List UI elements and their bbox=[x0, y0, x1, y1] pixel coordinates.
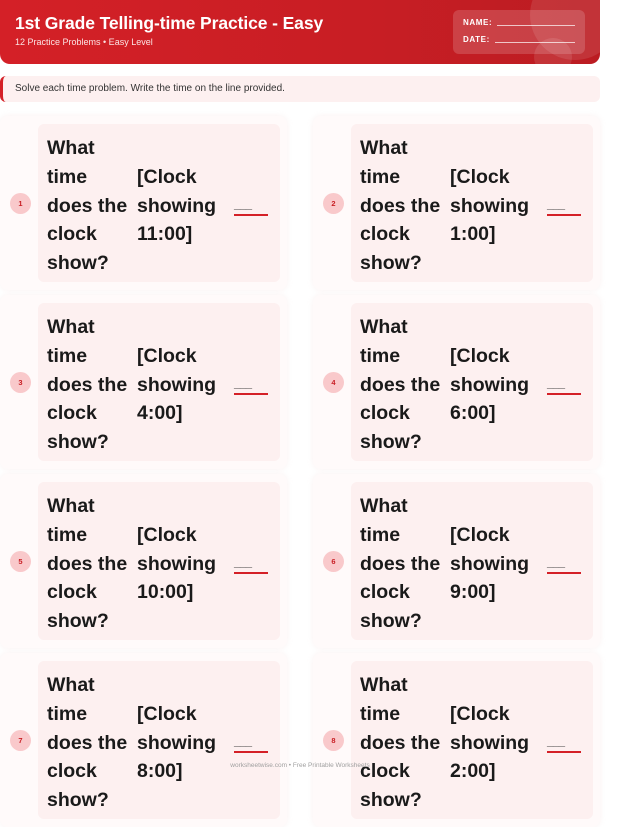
problem-text bbox=[47, 492, 235, 636]
answer-line[interactable] bbox=[234, 198, 268, 216]
question-text bbox=[360, 134, 450, 278]
answer-blank: ___ bbox=[234, 734, 252, 748]
problem-number-badge: 8 bbox=[323, 730, 344, 751]
question-word: time bbox=[360, 344, 401, 367]
clock-placeholder-text bbox=[137, 134, 235, 278]
problem-text bbox=[47, 671, 235, 815]
problem-text bbox=[360, 671, 548, 815]
answer-underline bbox=[234, 572, 268, 574]
answer-blank: ___ bbox=[547, 376, 565, 390]
problem-text bbox=[47, 134, 235, 278]
question-word: time bbox=[47, 165, 88, 188]
problem-body bbox=[351, 661, 593, 819]
question-word: does the bbox=[360, 373, 441, 396]
clock-word: 10:00] bbox=[137, 581, 194, 604]
date-label: DATE: bbox=[463, 35, 490, 44]
question-word: does the bbox=[360, 552, 441, 575]
name-line bbox=[497, 25, 575, 26]
problem-text bbox=[360, 313, 548, 457]
answer-blank: ___ bbox=[547, 197, 565, 211]
clock-word: showing bbox=[137, 194, 217, 217]
question-word: What bbox=[47, 316, 95, 338]
question-word: What bbox=[47, 137, 95, 159]
answer-line[interactable] bbox=[234, 556, 268, 574]
problem-body bbox=[38, 303, 280, 461]
clock-word: [Clock bbox=[450, 702, 510, 725]
clock-placeholder-text bbox=[450, 313, 548, 457]
question-word: show? bbox=[360, 610, 422, 633]
question-word: show? bbox=[360, 252, 422, 275]
clock-word: [Clock bbox=[450, 523, 510, 546]
answer-underline bbox=[547, 214, 581, 216]
question-word: does the bbox=[360, 731, 441, 754]
clock-word: showing bbox=[137, 373, 217, 396]
clock-word: 6:00] bbox=[450, 402, 496, 425]
clock-word: 11:00] bbox=[137, 223, 193, 246]
problem-body bbox=[351, 303, 593, 461]
answer-underline bbox=[547, 751, 581, 753]
question-word: does the bbox=[47, 552, 128, 575]
question-word: clock bbox=[47, 402, 97, 425]
problem-number-badge: 5 bbox=[10, 551, 31, 572]
clock-word: showing bbox=[450, 194, 530, 217]
date-line bbox=[495, 42, 575, 43]
clock-word: showing bbox=[137, 731, 217, 754]
question-word: show? bbox=[47, 431, 109, 454]
date-field[interactable] bbox=[463, 35, 575, 44]
clock-word: 4:00] bbox=[137, 402, 183, 425]
problem-body bbox=[38, 124, 280, 282]
worksheet-title: 1st Grade Telling-time Practice - Easy bbox=[15, 13, 324, 33]
question-word: time bbox=[360, 165, 401, 188]
question-word: What bbox=[360, 316, 408, 338]
question-word: What bbox=[360, 495, 408, 517]
answer-underline bbox=[234, 751, 268, 753]
answer-line[interactable] bbox=[547, 556, 581, 574]
question-word: clock bbox=[47, 760, 97, 783]
answer-line[interactable] bbox=[234, 735, 268, 753]
problem-text bbox=[360, 492, 548, 636]
answer-underline bbox=[234, 393, 268, 395]
question-text bbox=[47, 134, 137, 278]
clock-word: [Clock bbox=[137, 344, 197, 367]
answer-underline bbox=[547, 572, 581, 574]
problem-card bbox=[313, 295, 600, 469]
answer-blank: ___ bbox=[234, 376, 252, 390]
answer-underline bbox=[234, 214, 268, 216]
answer-blank: ___ bbox=[547, 555, 565, 569]
clock-placeholder-text bbox=[137, 492, 235, 636]
problem-number-badge: 7 bbox=[10, 730, 31, 751]
answer-underline bbox=[547, 393, 581, 395]
problem-card bbox=[0, 116, 287, 290]
question-word: What bbox=[47, 495, 95, 517]
clock-placeholder-text bbox=[137, 313, 235, 457]
clock-word: showing bbox=[137, 552, 217, 575]
question-word: does the bbox=[47, 731, 128, 754]
problem-text bbox=[47, 313, 235, 457]
problem-card bbox=[0, 653, 287, 827]
problem-card bbox=[0, 474, 287, 648]
question-word: clock bbox=[360, 581, 410, 604]
problem-body bbox=[351, 482, 593, 640]
clock-word: showing bbox=[450, 552, 530, 575]
problem-card bbox=[0, 295, 287, 469]
answer-line[interactable] bbox=[234, 377, 268, 395]
clock-placeholder-text bbox=[450, 671, 548, 815]
question-word: clock bbox=[360, 223, 410, 246]
name-label: NAME: bbox=[463, 18, 493, 27]
answer-line[interactable] bbox=[547, 377, 581, 395]
question-word: clock bbox=[360, 402, 410, 425]
clock-word: [Clock bbox=[450, 165, 510, 188]
question-word: show? bbox=[47, 789, 109, 812]
problem-number-badge: 2 bbox=[323, 193, 344, 214]
clock-word: [Clock bbox=[137, 165, 197, 188]
question-word: What bbox=[360, 674, 408, 696]
answer-blank: ___ bbox=[547, 734, 565, 748]
problem-number-badge: 1 bbox=[10, 193, 31, 214]
question-word: time bbox=[47, 702, 88, 725]
question-word: What bbox=[47, 674, 95, 696]
answer-line[interactable] bbox=[547, 198, 581, 216]
question-text bbox=[47, 313, 137, 457]
question-word: does the bbox=[47, 373, 128, 396]
question-word: time bbox=[47, 344, 88, 367]
question-text bbox=[360, 492, 450, 636]
problem-card bbox=[313, 474, 600, 648]
question-word: clock bbox=[47, 223, 97, 246]
answer-line[interactable] bbox=[547, 735, 581, 753]
question-word: show? bbox=[360, 789, 422, 812]
instructions-banner: Solve each time problem. Write the time on the line provided. bbox=[0, 76, 600, 102]
question-word: show? bbox=[47, 252, 109, 275]
question-word: does the bbox=[360, 194, 441, 217]
clock-placeholder-text bbox=[137, 671, 235, 815]
problem-text bbox=[360, 134, 548, 278]
question-word: time bbox=[360, 702, 401, 725]
question-text bbox=[47, 492, 137, 636]
clock-word: [Clock bbox=[137, 702, 197, 725]
clock-word: 1:00] bbox=[450, 223, 496, 246]
clock-word: 9:00] bbox=[450, 581, 496, 604]
answer-blank: ___ bbox=[234, 555, 252, 569]
name-field[interactable] bbox=[463, 18, 575, 27]
question-text bbox=[360, 313, 450, 457]
problem-card bbox=[313, 653, 600, 827]
clock-placeholder-text bbox=[450, 134, 548, 278]
question-word: What bbox=[360, 137, 408, 159]
footer-credit: worksheetwise.com • Free Printable Worksheets bbox=[230, 762, 370, 769]
clock-word: showing bbox=[450, 731, 530, 754]
worksheet-header bbox=[0, 0, 600, 64]
problem-card bbox=[313, 116, 600, 290]
question-word: clock bbox=[360, 760, 410, 783]
question-word: show? bbox=[47, 610, 109, 633]
answer-blank: ___ bbox=[234, 197, 252, 211]
problem-number-badge: 3 bbox=[10, 372, 31, 393]
problem-number-badge: 4 bbox=[323, 372, 344, 393]
clock-word: 8:00] bbox=[137, 760, 183, 783]
clock-word: [Clock bbox=[137, 523, 197, 546]
question-word: clock bbox=[47, 581, 97, 604]
name-date-box bbox=[453, 10, 585, 54]
question-word: time bbox=[47, 523, 88, 546]
question-word: show? bbox=[360, 431, 422, 454]
problem-body bbox=[38, 482, 280, 640]
clock-word: 2:00] bbox=[450, 760, 496, 783]
question-word: does the bbox=[47, 194, 128, 217]
worksheet-subtitle: 12 Practice Problems • Easy Level bbox=[15, 37, 153, 47]
problem-body bbox=[351, 124, 593, 282]
question-text bbox=[47, 671, 137, 815]
problem-body bbox=[38, 661, 280, 819]
clock-word: [Clock bbox=[450, 344, 510, 367]
problem-number-badge: 6 bbox=[323, 551, 344, 572]
clock-placeholder-text bbox=[450, 492, 548, 636]
clock-word: showing bbox=[450, 373, 530, 396]
question-text bbox=[360, 671, 450, 815]
question-word: time bbox=[360, 523, 401, 546]
